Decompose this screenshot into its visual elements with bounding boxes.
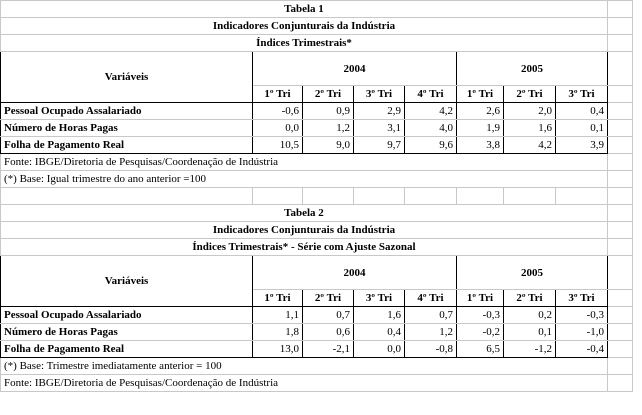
table2-q-2005-1: 1º Tri [457, 290, 504, 307]
empty-cell [608, 324, 633, 341]
cell-value: 0,2 [504, 307, 556, 324]
empty-cell [608, 375, 633, 392]
empty-cell [608, 137, 633, 154]
cell-value: 9,0 [303, 137, 354, 154]
table1-subtitle: Indicadores Conjunturais da Indústria [1, 18, 608, 35]
cell-value: -0,2 [457, 324, 504, 341]
table1-subtitle-row [1, 18, 633, 35]
empty-cell [608, 86, 633, 103]
cell-value: 0,7 [405, 307, 457, 324]
table1-title: Tabela 1 [1, 1, 608, 18]
table1-q-2004-4: 4º Tri [405, 86, 457, 103]
table2-variables-header: Variáveis [1, 256, 253, 307]
cell-value: 0,1 [504, 324, 556, 341]
cell-value: 1,9 [457, 120, 504, 137]
table2-q-2005-2: 2º Tri [504, 290, 556, 307]
empty-cell [405, 188, 457, 205]
table1-q-2005-2: 2º Tri [504, 86, 556, 103]
cell-value: 1,6 [354, 307, 405, 324]
empty-cell [608, 358, 633, 375]
empty-cell [608, 35, 633, 52]
cell-value: 0,9 [303, 103, 354, 120]
table2-q-2004-1: 1º Tri [253, 290, 303, 307]
empty-cell [253, 188, 303, 205]
table1-q-2004-1: 1º Tri [253, 86, 303, 103]
table1-title-row [1, 1, 633, 18]
cell-value: 3,9 [556, 137, 608, 154]
row-label: Número de Horas Pagas [1, 120, 253, 137]
cell-value: 2,6 [457, 103, 504, 120]
empty-cell [608, 120, 633, 137]
cell-value: 10,5 [253, 137, 303, 154]
cell-value: 2,9 [354, 103, 405, 120]
cell-value: -2,1 [303, 341, 354, 358]
cell-value: 9,7 [354, 137, 405, 154]
cell-value: 3,8 [457, 137, 504, 154]
empty-cell [608, 188, 633, 205]
cell-value: -0,4 [556, 341, 608, 358]
cell-value: -0,8 [405, 341, 457, 358]
table2-subtitle-row [1, 222, 633, 239]
table-row [1, 120, 633, 137]
empty-cell [608, 222, 633, 239]
cell-value: 4,0 [405, 120, 457, 137]
cell-value: 0,0 [354, 341, 405, 358]
empty-cell [608, 290, 633, 307]
table2-q-2004-4: 4º Tri [405, 290, 457, 307]
cell-value: 0,0 [253, 120, 303, 137]
cell-value: 6,5 [457, 341, 504, 358]
empty-row [1, 188, 633, 205]
table1-subtitle2-row [1, 35, 633, 52]
cell-value: -1,2 [504, 341, 556, 358]
cell-value: 1,8 [253, 324, 303, 341]
empty-cell [504, 188, 556, 205]
table2-subtitle: Indicadores Conjunturais da Indústria [1, 222, 608, 239]
table1-note: (*) Base: Igual trimestre do ano anterior =100 [1, 171, 608, 188]
cell-value: 9,6 [405, 137, 457, 154]
table2-q-2004-2: 2º Tri [303, 290, 354, 307]
cell-value: 1,1 [253, 307, 303, 324]
cell-value: 0,4 [354, 324, 405, 341]
table1-variables-header: Variáveis [1, 52, 253, 103]
table2-subtitle2-row [1, 239, 633, 256]
table2-title-row [1, 205, 633, 222]
table1-q-2005-3: 3º Tri [556, 86, 608, 103]
cell-value: 2,0 [504, 103, 556, 120]
table2-subtitle2: Índices Trimestrais* - Série com Ajuste Sazonal [1, 239, 608, 256]
empty-cell [608, 1, 633, 18]
row-label: Número de Horas Pagas [1, 324, 253, 341]
table2-note-row [1, 358, 633, 375]
row-label: Folha de Pagamento Real [1, 137, 253, 154]
table2-q-2005-3: 3º Tri [556, 290, 608, 307]
empty-cell [608, 307, 633, 324]
row-label: Folha de Pagamento Real [1, 341, 253, 358]
cell-value: 4,2 [405, 103, 457, 120]
empty-cell [608, 18, 633, 35]
table1-q-2004-3: 3º Tri [354, 86, 405, 103]
table1-year-2004: 2004 [253, 52, 457, 86]
empty-cell [608, 205, 633, 222]
table1-q-2004-2: 2º Tri [303, 86, 354, 103]
table2-source-row [1, 375, 633, 392]
table2-year-2005: 2005 [457, 256, 608, 290]
cell-value: 1,2 [303, 120, 354, 137]
empty-cell [608, 154, 633, 171]
cell-value: 4,2 [504, 137, 556, 154]
table-row [1, 307, 633, 324]
table2-title: Tabela 2 [1, 205, 608, 222]
empty-cell [608, 103, 633, 120]
table1-note-row [1, 171, 633, 188]
table2-note: (*) Base: Trimestre imediatamente anterior = 100 [1, 358, 608, 375]
cell-value: -0,3 [457, 307, 504, 324]
empty-cell [608, 52, 633, 86]
table2-year-header-row [1, 256, 633, 290]
cell-value: 0,7 [303, 307, 354, 324]
empty-cell [354, 188, 405, 205]
table2-q-2004-3: 3º Tri [354, 290, 405, 307]
cell-value: 13,0 [253, 341, 303, 358]
table1-source-row [1, 154, 633, 171]
empty-cell [303, 188, 354, 205]
cell-value: -0,6 [253, 103, 303, 120]
table-row [1, 341, 633, 358]
row-label: Pessoal Ocupado Assalariado [1, 103, 253, 120]
table-row [1, 103, 633, 120]
table1-source: Fonte: IBGE/Diretoria de Pesquisas/Coordenação de Indústria [1, 154, 608, 171]
row-label: Pessoal Ocupado Assalariado [1, 307, 253, 324]
empty-cell [608, 256, 633, 290]
cell-value: -0,3 [556, 307, 608, 324]
cell-value: 0,1 [556, 120, 608, 137]
cell-value: 1,6 [504, 120, 556, 137]
cell-value: -1,0 [556, 324, 608, 341]
empty-cell [608, 341, 633, 358]
cell-value: 3,1 [354, 120, 405, 137]
table1-year-2005: 2005 [457, 52, 608, 86]
table2-source: Fonte: IBGE/Diretoria de Pesquisas/Coordenação de Indústria [1, 375, 608, 392]
cell-value: 0,4 [556, 103, 608, 120]
cell-value: 1,2 [405, 324, 457, 341]
table-row [1, 137, 633, 154]
table2-year-2004: 2004 [253, 256, 457, 290]
cell-value: 0,6 [303, 324, 354, 341]
table-row [1, 324, 633, 341]
table1-year-header-row [1, 52, 633, 86]
table1-q-2005-1: 1º Tri [457, 86, 504, 103]
empty-cell [556, 188, 608, 205]
empty-cell [457, 188, 504, 205]
table1-subtitle2: Índices Trimestrais* [1, 35, 608, 52]
empty-cell [608, 239, 633, 256]
empty-cell [608, 171, 633, 188]
empty-cell [1, 188, 253, 205]
